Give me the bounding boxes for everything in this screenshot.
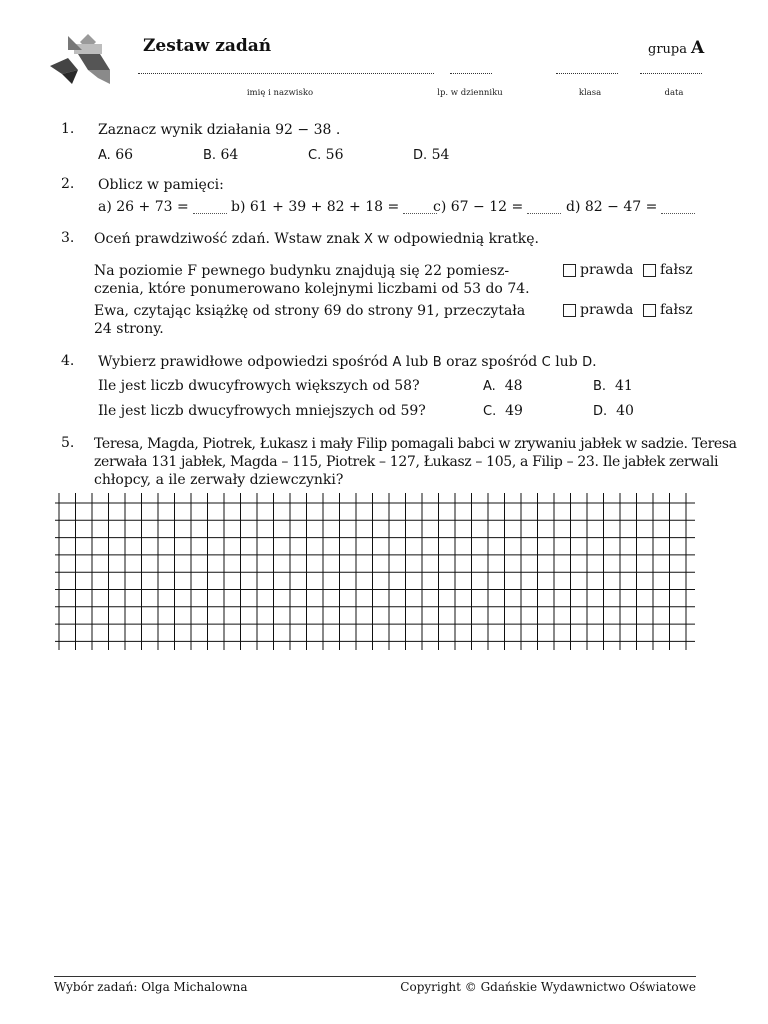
option-letter: A. <box>98 148 111 163</box>
letter-b: B <box>432 355 442 370</box>
option-value: 64 <box>220 147 239 163</box>
false-label: fałsz <box>660 302 693 318</box>
text-part: oraz spośród <box>441 354 542 370</box>
option-value: 40 <box>616 403 634 419</box>
task-4-question-2: Ile jest liczb dwucyfrowych mniejszych od 59? <box>98 403 426 419</box>
x-mark: X <box>364 232 373 247</box>
task-3-false-option-1[interactable] <box>643 262 693 278</box>
task-3-text <box>94 230 539 249</box>
page-title: Zestaw zadań <box>143 36 272 56</box>
task-1-option-a[interactable] <box>98 146 133 165</box>
true-label: prawda <box>580 302 634 318</box>
expression: b) 61 + 39 + 82 + 18 = <box>231 199 400 215</box>
option-letter: D. <box>413 148 428 163</box>
task-4-number: 4. <box>61 353 75 369</box>
task-2-number: 2. <box>61 176 75 192</box>
false-label: fałsz <box>660 262 693 278</box>
expression: c) 67 − 12 = <box>433 199 524 215</box>
task-2-item-c <box>433 198 561 216</box>
task-1-option-c[interactable] <box>308 146 344 165</box>
statement-line: 24 strony. <box>94 321 164 337</box>
letter-a: A <box>392 355 402 370</box>
expression: a) 26 + 73 = <box>98 199 189 215</box>
task-4-option-c[interactable] <box>483 402 523 421</box>
group-label-text: grupa <box>648 42 687 57</box>
checkbox[interactable] <box>643 264 656 277</box>
name-field-line[interactable] <box>138 73 434 74</box>
task-4-option-b[interactable] <box>593 377 633 396</box>
task-5-number: 5. <box>61 435 75 451</box>
group-letter: A <box>690 38 705 58</box>
task-5-line: zerwała 131 jabłek, Magda – 115, Piotrek – 127, Łukasz – 105, a Filip – 23. Ile jabłek zerwali <box>94 454 719 470</box>
option-letter: C. <box>483 404 497 419</box>
class-number-field-line[interactable] <box>450 73 492 74</box>
answer-grid[interactable] <box>55 493 695 650</box>
tangram-logo <box>48 32 116 88</box>
task-1-option-b[interactable] <box>203 146 238 165</box>
text-part: w odpowiednią kratkę. <box>372 231 539 247</box>
task-1-text: Zaznacz wynik działania 92 − 38 . <box>98 122 341 138</box>
checkbox[interactable] <box>563 264 576 277</box>
answer-blank[interactable] <box>193 213 227 214</box>
task-3-true-option-2[interactable] <box>563 302 633 318</box>
footer-copyright: Copyright © Gdańskie Wydawnictwo Oświatowe <box>400 980 696 994</box>
option-value: 56 <box>325 147 344 163</box>
checkbox[interactable] <box>563 304 576 317</box>
statement-line: czenia, które ponumerowano kolejnymi liczbami od 53 do 74. <box>94 281 530 297</box>
answer-blank[interactable] <box>527 213 561 214</box>
answer-blank[interactable] <box>661 213 695 214</box>
option-value: 48 <box>504 378 523 394</box>
task-3-statement-2 <box>94 302 525 338</box>
task-3-false-option-2[interactable] <box>643 302 693 318</box>
group-label <box>648 38 704 58</box>
name-field-label: imię i nazwisko <box>246 88 314 98</box>
text-part: lub <box>550 354 583 370</box>
statement-line: Na poziomie F pewnego budynku znajdują się 22 pomiesz- <box>94 263 510 279</box>
task-5-line: chłopcy, a ile zerwały dziewczynki? <box>94 472 344 488</box>
text-part: Wybierz prawidłowe odpowiedzi spośród <box>98 354 393 370</box>
task-5-text <box>94 435 737 489</box>
task-2-item-b <box>231 198 437 216</box>
option-letter: D. <box>593 404 608 419</box>
option-letter: A. <box>483 379 496 394</box>
task-2-item-d <box>566 198 695 216</box>
footer-author: Wybór zadań: Olga Michalowna <box>54 980 248 994</box>
option-value: 49 <box>505 403 523 419</box>
checkbox[interactable] <box>643 304 656 317</box>
date-field-label: data <box>664 88 684 98</box>
task-2-item-a <box>98 198 227 216</box>
expression: d) 82 − 47 = <box>566 199 658 215</box>
task-1-number: 1. <box>61 121 75 137</box>
task-3-statement-1 <box>94 262 530 298</box>
date-field-line[interactable] <box>640 73 702 74</box>
letter-d: D <box>582 355 593 370</box>
option-value: 54 <box>431 147 450 163</box>
text-part: Oceń prawdziwość zdań. Wstaw znak <box>94 231 365 247</box>
option-value: 41 <box>614 378 633 394</box>
statement-line: Ewa, czytając książkę od strony 69 do strony 91, przeczytała <box>94 303 526 319</box>
option-letter: B. <box>203 148 217 163</box>
task-1-option-d[interactable] <box>413 146 449 165</box>
class-number-field-label: lp. w dzienniku <box>437 88 503 98</box>
task-4-option-a[interactable] <box>483 377 523 396</box>
task-2-text: Oblicz w pamięci: <box>98 177 224 193</box>
text-part: . <box>592 354 597 370</box>
task-4-text <box>98 353 597 372</box>
true-label: prawda <box>580 262 634 278</box>
task-4-question-1: Ile jest liczb dwucyfrowych większych od 58? <box>98 378 420 394</box>
task-3-true-option-1[interactable] <box>563 262 633 278</box>
letter-c: C <box>541 355 551 370</box>
task-3-number: 3. <box>61 230 75 246</box>
text-part: lub <box>401 354 433 370</box>
option-value: 66 <box>115 147 134 163</box>
task-5-line: Teresa, Magda, Piotrek, Łukasz i mały Filip pomagali babci w zrywaniu jabłek w sadzie. Teresa <box>94 436 737 452</box>
option-letter: B. <box>593 379 607 394</box>
class-field-line[interactable] <box>556 73 618 74</box>
option-letter: C. <box>308 148 322 163</box>
task-4-option-d[interactable] <box>593 402 634 421</box>
class-field-label: klasa <box>578 88 602 98</box>
footer-divider <box>54 976 696 977</box>
